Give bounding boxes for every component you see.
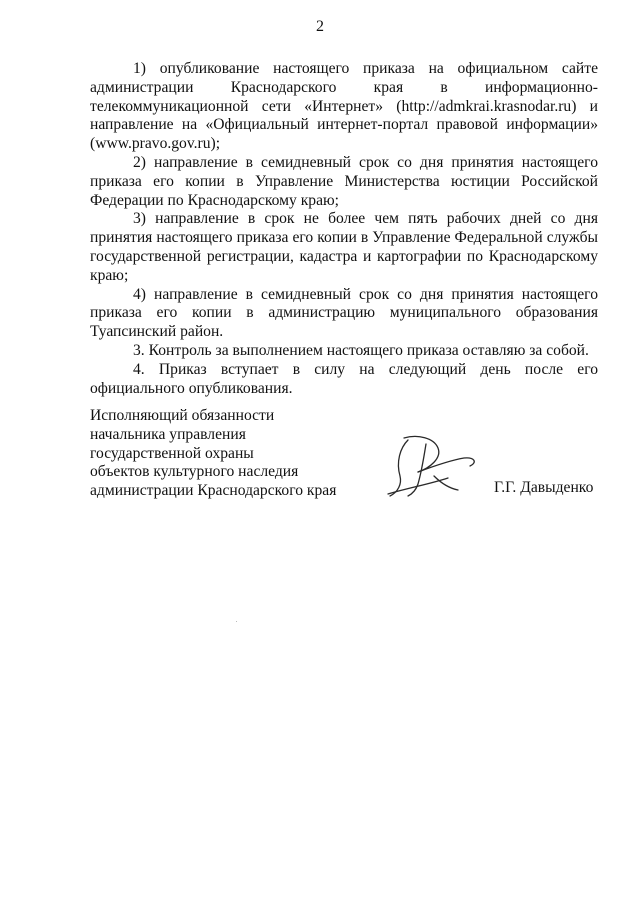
paragraph-rosreestr: 3) направление в срок не более чем пять рабочих дней со дня принятия настоящего приказа его копии в Управление Федеральной службы государственной регистрации, кадастра и картографии по Краснодарскому краю; — [90, 210, 598, 284]
paragraph-entry-into-force: 4. Приказ вступает в силу на следующий день после его официального опубликования. — [90, 360, 598, 397]
signatory-title-line: государственной охраны — [90, 444, 254, 462]
signatory-title-line: администрации Краснодарского края — [90, 482, 337, 500]
handwritten-signature-icon — [378, 432, 488, 502]
signatory-name: Г.Г. Давыденко — [494, 479, 594, 496]
paragraph-publication: 1) опубликование настоящего приказа на официальном сайте администрации Краснодарского края в информационно-телекоммуникационной сети «Интернет» (http://admkrai.krasnodar.ru) и направление на «Официальный интернет-портал правовой информации» (www.pravo.gov.ru); — [90, 60, 598, 153]
paragraph-tuapse-administration: 4) направление в семидневный срок со дня принятия настоящего приказа его копии в администрацию муниципального образования Туапсинский район. — [90, 285, 598, 341]
signature-stroke — [390, 440, 408, 496]
order-body — [90, 60, 598, 398]
paragraph-ministry-of-justice: 2) направление в семидневный срок со дня принятия настоящего приказа его копии в Управление Министерства юстиции Российской Федерации по Краснодарскому краю; — [90, 153, 598, 209]
signatory-title-line: начальника управления — [90, 425, 246, 443]
scan-artifact — [236, 621, 237, 622]
signatory-title-line: Исполняющий обязанности — [90, 407, 275, 424]
signatory-title — [90, 407, 337, 501]
page-number: 2 — [316, 18, 324, 35]
signatory-title-line: объектов культурного наследия — [90, 463, 299, 481]
paragraph-control: 3. Контроль за выполнением настоящего приказа оставляю за собой. — [133, 341, 589, 359]
signature-stroke — [418, 458, 474, 472]
